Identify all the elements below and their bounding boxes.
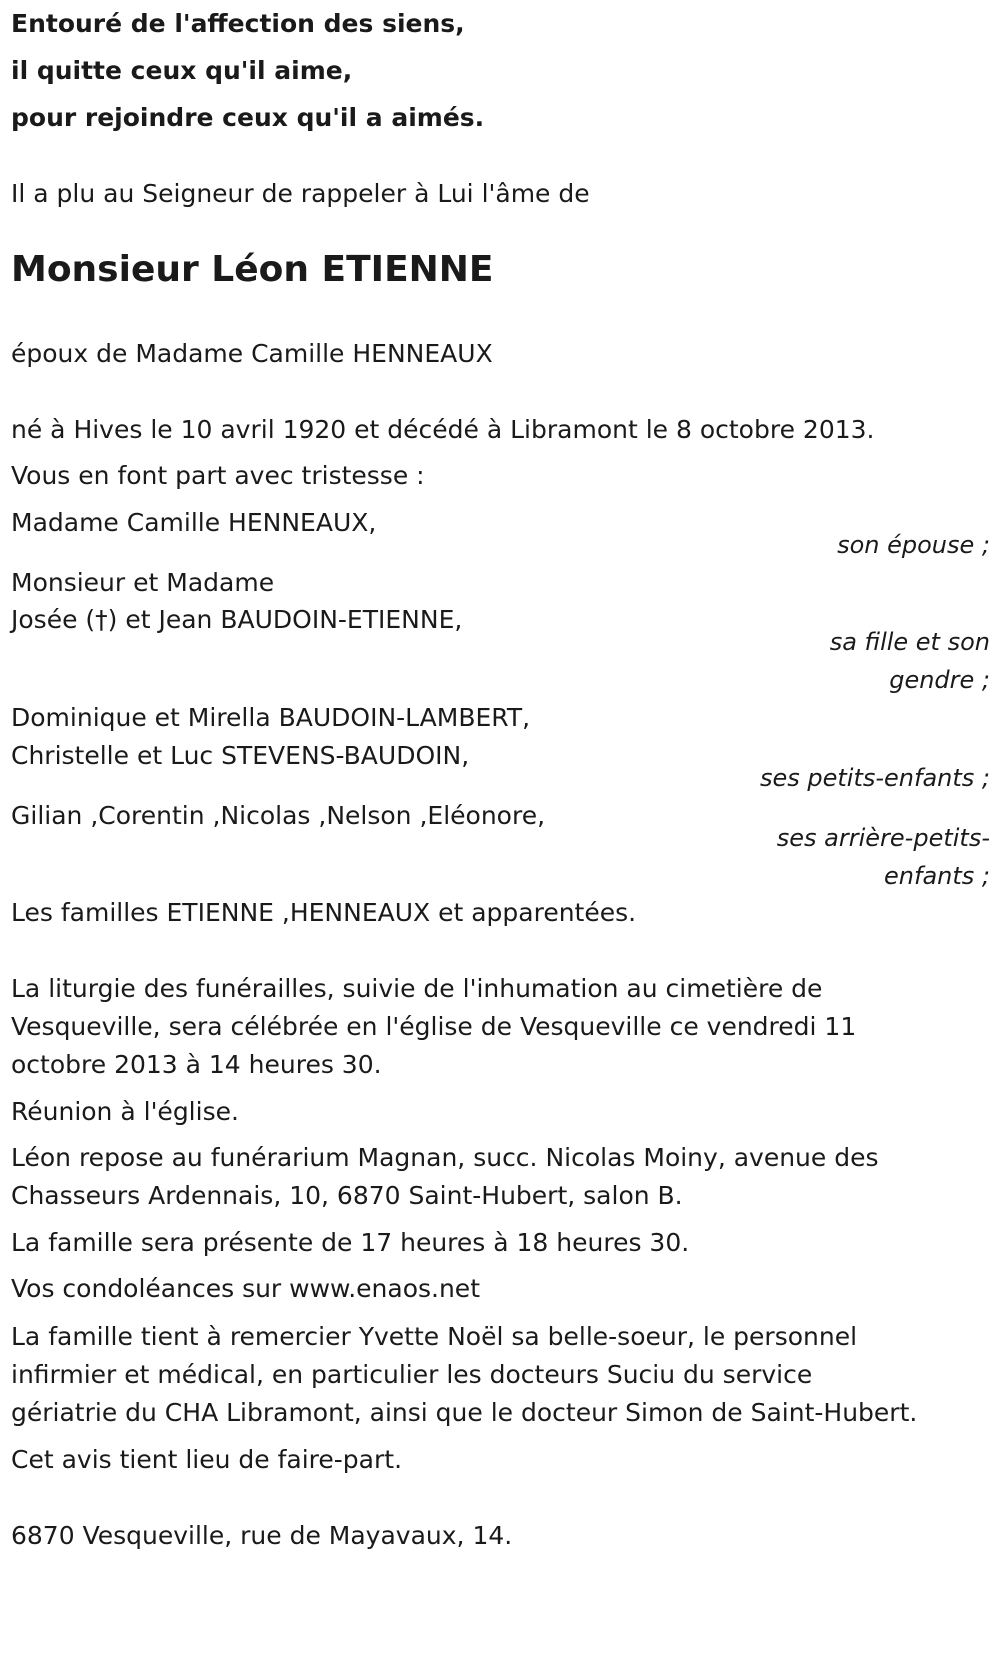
family-daughter-relation-1: sa fille et son: [829, 628, 990, 656]
funeral-condolences: Vos condoléances sur www.enaos.net: [11, 1274, 480, 1303]
birth-death-line: né à Hives le 10 avril 1920 et décédé à Libramont le 8 octobre 2013.: [11, 415, 875, 444]
family-other-families: Les familles ETIENNE ,HENNEAUX et apparentées.: [11, 898, 637, 927]
funeral-presence: La famille sera présente de 17 heures à 18 heures 30.: [11, 1228, 690, 1257]
family-grandchildren-line-2: Christelle et Luc STEVENS-BAUDOIN,: [11, 741, 470, 770]
funeral-thanks-line-3: gériatrie du CHA Libramont, ainsi que le docteur Simon de Saint-Hubert.: [11, 1398, 918, 1427]
funeral-liturgy-line-1: La liturgie des funérailles, suivie de l'inhumation au cimetière de: [11, 974, 823, 1003]
family-daughter-line-2: Josée (†) et Jean BAUDOIN-ETIENNE,: [11, 605, 463, 634]
family-daughter-line-1: Monsieur et Madame: [11, 568, 275, 597]
verse-line-3: pour rejoindre ceux qu'il a aimés.: [11, 103, 485, 132]
funeral-liturgy-line-2: Vesqueville, sera célébrée en l'église de Vesqueville ce vendredi 11: [11, 1012, 857, 1041]
family-grandchildren-relation: ses petits-enfants ;: [759, 764, 990, 792]
family-great-grandchildren-relation-2: enfants ;: [884, 862, 990, 890]
deceased-name: Monsieur Léon ETIENNE: [11, 249, 494, 290]
funeral-rests-line-1: Léon repose au funérarium Magnan, succ. Nicolas Moiny, avenue des: [11, 1143, 879, 1172]
verse-line-1: Entouré de l'affection des siens,: [11, 9, 465, 38]
family-spouse-relation: son épouse ;: [837, 531, 990, 559]
intro-text: Il a plu au Seigneur de rappeler à Lui l'âme de: [11, 179, 590, 208]
announce-line: Vous en font part avec tristesse :: [11, 461, 425, 490]
family-great-grandchildren-relation-1: ses arrière-petits-: [776, 824, 990, 852]
funeral-thanks-line-1: La famille tient à remercier Yvette Noël sa belle-soeur, le personnel: [11, 1322, 858, 1351]
funeral-liturgy-line-3: octobre 2013 à 14 heures 30.: [11, 1050, 382, 1079]
verse-line-2: il quitte ceux qu'il aime,: [11, 56, 353, 85]
funeral-thanks-line-2: infirmier et médical, en particulier les docteurs Suciu du service: [11, 1360, 813, 1389]
family-daughter-relation-2: gendre ;: [889, 666, 990, 694]
family-grandchildren-line-1: Dominique et Mirella BAUDOIN-LAMBERT,: [11, 703, 531, 732]
spouse-line: époux de Madame Camille HENNEAUX: [11, 339, 493, 368]
home-address: 6870 Vesqueville, rue de Mayavaux, 14.: [11, 1521, 513, 1550]
funeral-notice: Cet avis tient lieu de faire-part.: [11, 1445, 403, 1474]
family-great-grandchildren: Gilian ,Corentin ,Nicolas ,Nelson ,Eléonore,: [11, 801, 546, 830]
funeral-rests-line-2: Chasseurs Ardennais, 10, 6870 Saint-Hubert, salon B.: [11, 1181, 683, 1210]
funeral-meeting: Réunion à l'église.: [11, 1097, 239, 1126]
family-spouse-name: Madame Camille HENNEAUX,: [11, 508, 377, 537]
